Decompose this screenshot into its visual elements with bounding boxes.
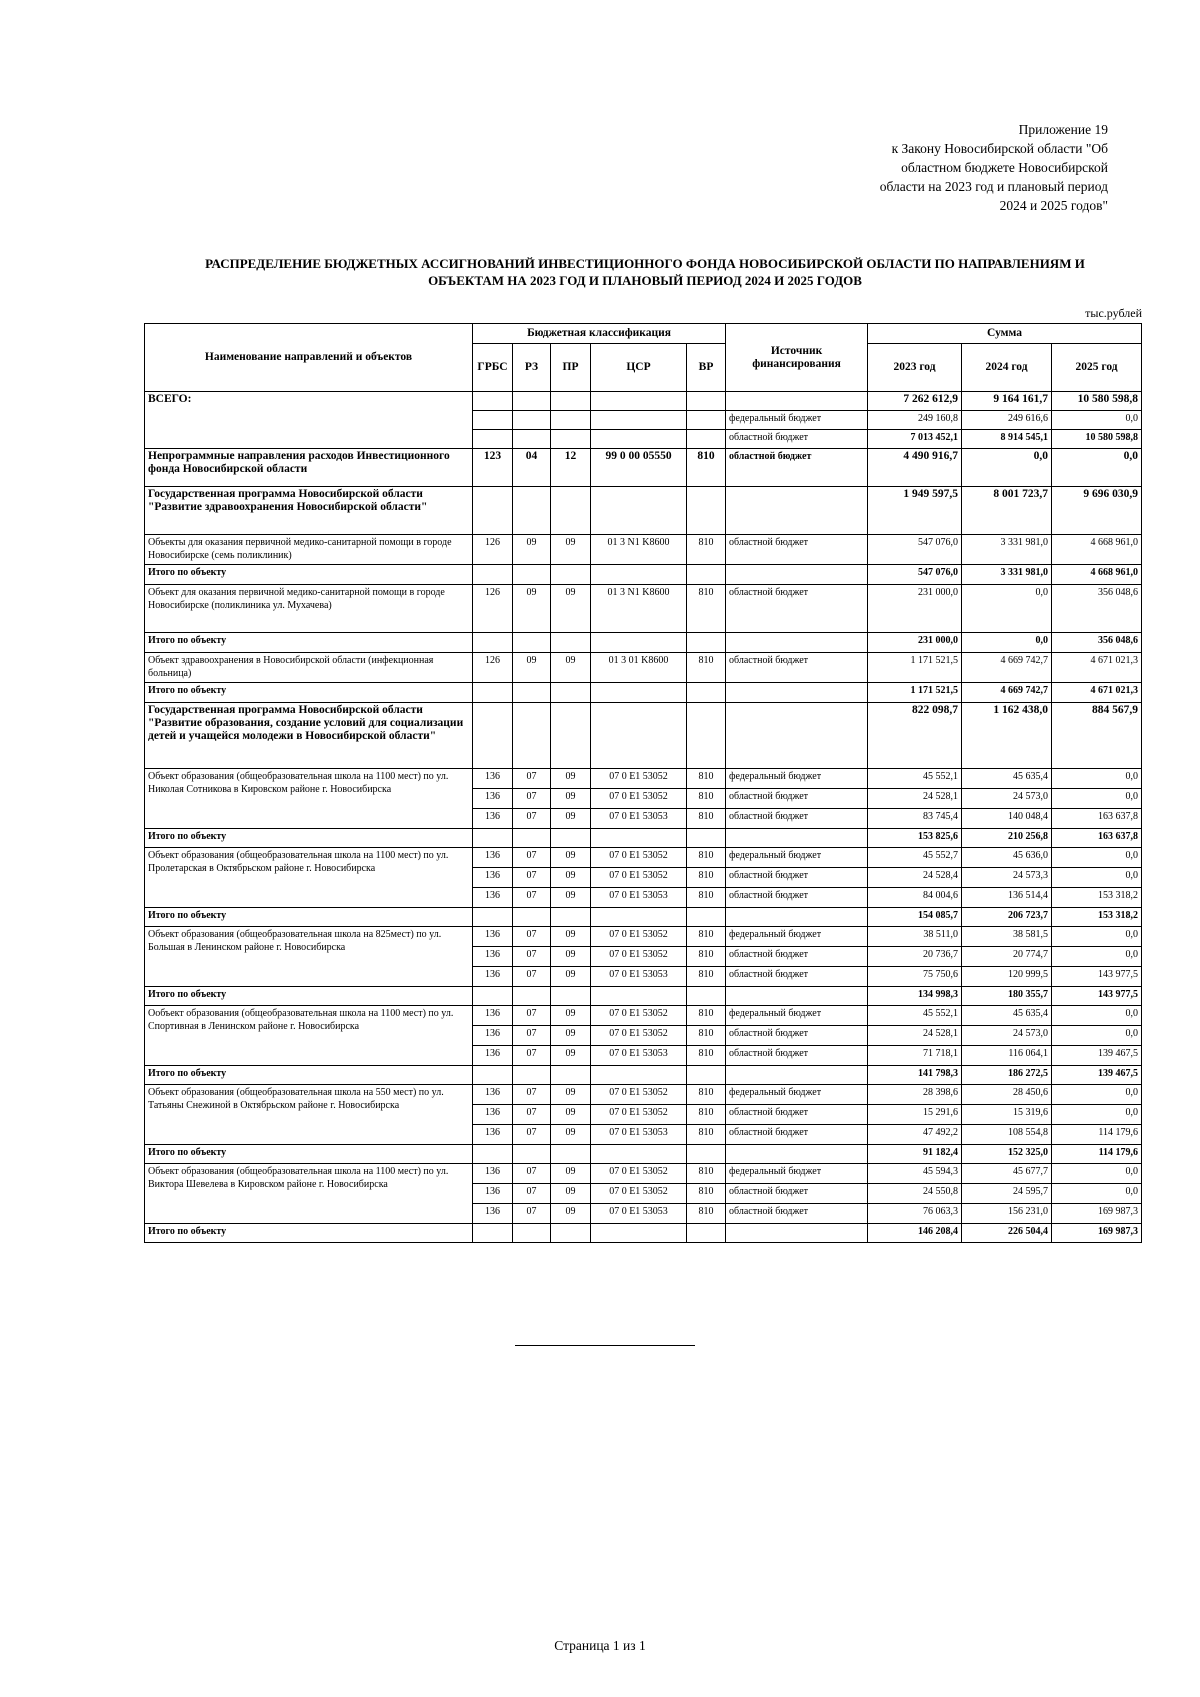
amount-cell: 71 718,1 (868, 1046, 962, 1066)
code-cell: 09 (551, 1204, 591, 1224)
page-number: Страница 1 из 1 (554, 1638, 646, 1653)
source-cell: областной бюджет (726, 1046, 868, 1066)
amount-cell: 0,0 (1052, 848, 1142, 868)
code-cell: 09 (551, 848, 591, 868)
code-cell: 07 0 E1 53052 (591, 1085, 687, 1105)
table-row (145, 927, 1142, 947)
amount-cell: 75 750,6 (868, 967, 962, 987)
units-label: тыс.рублей (1085, 306, 1142, 320)
table-row (145, 987, 1142, 1006)
code-cell: 136 (473, 947, 513, 967)
header-2025: 2025 год (1052, 344, 1142, 392)
amount-cell: 45 677,7 (962, 1164, 1052, 1184)
empty-cell (473, 1145, 513, 1164)
code-cell: 07 0 E1 53052 (591, 1164, 687, 1184)
code-cell: 07 0 E1 53052 (591, 769, 687, 789)
empty-cell (687, 908, 726, 927)
amount-cell: 134 998,3 (868, 987, 962, 1006)
amount-cell: 140 048,4 (962, 809, 1052, 829)
amount-cell: 47 492,2 (868, 1125, 962, 1145)
code-cell: 07 0 E1 53052 (591, 1026, 687, 1046)
code-cell: 136 (473, 1164, 513, 1184)
table-row: ВСЕГО: 7 262 612,9 9 164 161,7 10 580 598,8 (145, 392, 1142, 411)
appendix-line: к Закону Новосибирской области "Об (891, 141, 1108, 156)
table-row: Итого по объекту 1 171 521,5 4 669 742,7 4 671 021,3 (145, 683, 1142, 703)
amount-cell: 153 318,2 (1052, 908, 1142, 927)
amount-cell: 38 581,5 (962, 927, 1052, 947)
code-cell: 07 (513, 1006, 551, 1026)
empty-cell (551, 1066, 591, 1085)
empty-cell (687, 1224, 726, 1243)
allocation-table (144, 323, 1142, 1243)
code-cell: 810 (687, 848, 726, 868)
code-cell: 810 (687, 947, 726, 967)
code-cell: 136 (473, 1184, 513, 1204)
object-total-label: Итого по объекту (145, 1145, 473, 1164)
code-cell: 07 (513, 1204, 551, 1224)
code-cell: 810 (687, 1184, 726, 1204)
table-row (145, 908, 1142, 927)
amount-cell: 169 987,3 (1052, 1204, 1142, 1224)
amount-cell: 24 528,4 (868, 868, 962, 888)
source-cell: федеральный бюджет (726, 1085, 868, 1105)
amount-cell: 45 552,7 (868, 848, 962, 868)
amount-cell: 116 064,1 (962, 1046, 1052, 1066)
code-cell: 09 (551, 1125, 591, 1145)
amount-cell: 24 528,1 (868, 1026, 962, 1046)
code-cell: 09 (551, 947, 591, 967)
source-cell: областной бюджет (726, 1125, 868, 1145)
table-row: областной бюджет 7 013 452,1 8 914 545,1 10 580 598,8 (145, 430, 1142, 449)
object-name: Объект образования (общеобразовательная школа на 1100 мест) по ул. Виктора Шевелева в Кировском районе г. Новосибирска (145, 1164, 473, 1224)
code-cell: 07 (513, 1105, 551, 1125)
source-cell: областной бюджет (726, 1184, 868, 1204)
code-cell: 136 (473, 967, 513, 987)
amount-cell: 0,0 (1052, 868, 1142, 888)
document-title-line: ОБЪЕКТАМ НА 2023 ГОД И ПЛАНОВЫЙ ПЕРИОД 2024 И 2025 ГОДОВ (428, 273, 862, 288)
code-cell: 07 0 E1 53052 (591, 927, 687, 947)
amount-cell: 180 355,7 (962, 987, 1052, 1006)
header-name: Наименование направлений и объектов (145, 324, 473, 392)
code-cell: 09 (551, 1046, 591, 1066)
amount-cell: 45 594,3 (868, 1164, 962, 1184)
object-total-label: Итого по объекту (145, 829, 473, 848)
amount-cell: 136 514,4 (962, 888, 1052, 908)
empty-cell (551, 1145, 591, 1164)
code-cell: 810 (687, 1125, 726, 1145)
amount-cell: 0,0 (1052, 789, 1142, 809)
table-row (145, 1224, 1142, 1243)
amount-cell: 45 552,1 (868, 769, 962, 789)
empty-cell (513, 1066, 551, 1085)
code-cell: 07 0 E1 53053 (591, 888, 687, 908)
source-cell: областной бюджет (726, 809, 868, 829)
code-cell: 810 (687, 1085, 726, 1105)
amount-cell: 146 208,4 (868, 1224, 962, 1243)
amount-cell: 0,0 (1052, 927, 1142, 947)
table-row (145, 1006, 1142, 1026)
amount-cell: 114 179,6 (1052, 1125, 1142, 1145)
amount-cell: 153 825,6 (868, 829, 962, 848)
code-cell: 07 (513, 1125, 551, 1145)
header-classification: Бюджетная классификация (473, 324, 726, 344)
amount-cell: 0,0 (1052, 1164, 1142, 1184)
amount-cell: 0,0 (1052, 1026, 1142, 1046)
empty-cell (591, 829, 687, 848)
empty-cell (473, 829, 513, 848)
amount-cell: 120 999,5 (962, 967, 1052, 987)
code-cell: 810 (687, 809, 726, 829)
amount-cell: 20 774,7 (962, 947, 1052, 967)
code-cell: 09 (551, 1184, 591, 1204)
code-cell: 07 0 E1 53052 (591, 848, 687, 868)
code-cell: 07 (513, 769, 551, 789)
amount-cell: 15 291,6 (868, 1105, 962, 1125)
amount-cell: 20 736,7 (868, 947, 962, 967)
code-cell: 136 (473, 927, 513, 947)
code-cell: 07 0 E1 53053 (591, 1125, 687, 1145)
amount-cell: 139 467,5 (1052, 1046, 1142, 1066)
amount-cell: 139 467,5 (1052, 1066, 1142, 1085)
source-cell: областной бюджет (726, 967, 868, 987)
header-rz: РЗ (513, 344, 551, 392)
empty-cell (591, 908, 687, 927)
table-row (145, 1145, 1142, 1164)
amount-cell: 0,0 (1052, 1105, 1142, 1125)
source-cell: федеральный бюджет (726, 769, 868, 789)
code-cell: 136 (473, 789, 513, 809)
empty-cell (513, 1224, 551, 1243)
amount-cell: 76 063,3 (868, 1204, 962, 1224)
header-grbs: ГРБС (473, 344, 513, 392)
empty-cell (513, 908, 551, 927)
document-title (150, 255, 1140, 289)
code-cell: 810 (687, 1105, 726, 1125)
amount-cell: 143 977,5 (1052, 987, 1142, 1006)
amount-cell: 45 635,4 (962, 1006, 1052, 1026)
code-cell: 810 (687, 1204, 726, 1224)
code-cell: 136 (473, 1105, 513, 1125)
code-cell: 07 0 E1 53052 (591, 868, 687, 888)
source-cell: областной бюджет (726, 1105, 868, 1125)
amount-cell: 206 723,7 (962, 908, 1052, 927)
table-row: Непрограммные направления расходов Инвестиционного фонда Новосибирской области 123 04 12 99 0 00 05550 810 областной бюджет 4 490 916,7 0,0 0,0 (145, 449, 1142, 487)
source-cell: областной бюджет (726, 1204, 868, 1224)
empty-cell (687, 829, 726, 848)
table-row: Объекты для оказания первичной медико-санитарной помощи в городе Новосибирске (семь поликлиник) 126 09 09 01 3 N1 K8600 810 областной бюджет 547 076,0 3 331 981,0 4 668 961,0 (145, 535, 1142, 565)
amount-cell: 24 595,7 (962, 1184, 1052, 1204)
code-cell: 136 (473, 809, 513, 829)
code-cell: 136 (473, 1204, 513, 1224)
source-cell: областной бюджет (726, 888, 868, 908)
amount-cell: 24 573,3 (962, 868, 1052, 888)
empty-cell (591, 987, 687, 1006)
code-cell: 09 (551, 868, 591, 888)
code-cell: 09 (551, 1026, 591, 1046)
object-total-label: Итого по объекту (145, 1066, 473, 1085)
table-row (145, 769, 1142, 789)
empty-cell (591, 1145, 687, 1164)
amount-cell: 45 636,0 (962, 848, 1052, 868)
amount-cell: 163 637,8 (1052, 829, 1142, 848)
code-cell: 810 (687, 1026, 726, 1046)
table-row (145, 1085, 1142, 1105)
code-cell: 136 (473, 848, 513, 868)
code-cell: 810 (687, 967, 726, 987)
amount-cell: 45 635,4 (962, 769, 1052, 789)
table-row (145, 829, 1142, 848)
object-total-label: Итого по объекту (145, 908, 473, 927)
appendix-line: областном бюджете Новосибирской (901, 160, 1108, 175)
code-cell: 136 (473, 868, 513, 888)
empty-cell (551, 987, 591, 1006)
amount-cell: 24 573,0 (962, 1026, 1052, 1046)
source-cell: федеральный бюджет (726, 1006, 868, 1026)
amount-cell: 45 552,1 (868, 1006, 962, 1026)
header-2024: 2024 год (962, 344, 1052, 392)
empty-cell (551, 908, 591, 927)
code-cell: 09 (551, 1006, 591, 1026)
code-cell: 07 0 E1 53053 (591, 809, 687, 829)
table-row: Итого по объекту 231 000,0 0,0 356 048,6 (145, 633, 1142, 653)
code-cell: 810 (687, 1164, 726, 1184)
code-cell: 810 (687, 789, 726, 809)
empty-cell (726, 1224, 868, 1243)
table-row: Государственная программа Новосибирской области "Развитие образования, создание условий для социализации детей и учащейся молодежи в Новосибирской области" 822 098,7 1 162 438,0 884 567,9 (145, 703, 1142, 769)
code-cell: 810 (687, 888, 726, 908)
code-cell: 07 (513, 1046, 551, 1066)
source-cell: областной бюджет (726, 789, 868, 809)
code-cell: 07 0 E1 53052 (591, 789, 687, 809)
empty-cell (591, 1066, 687, 1085)
empty-cell (687, 987, 726, 1006)
document-title-line: РАСПРЕДЕЛЕНИЕ БЮДЖЕТНЫХ АССИГНОВАНИЙ ИНВЕСТИЦИОННОГО ФОНДА НОВОСИБИРСКОЙ ОБЛАСТИ ПО НАПРАВЛЕНИЯМ И (205, 256, 1085, 271)
table-row (145, 848, 1142, 868)
amount-cell: 141 798,3 (868, 1066, 962, 1085)
table-row: Итого по объекту 547 076,0 3 331 981,0 4 668 961,0 (145, 565, 1142, 585)
code-cell: 09 (551, 1105, 591, 1125)
code-cell: 09 (551, 769, 591, 789)
empty-cell (687, 1066, 726, 1085)
source-cell: областной бюджет (726, 868, 868, 888)
amount-cell: 186 272,5 (962, 1066, 1052, 1085)
code-cell: 07 0 E1 53052 (591, 1105, 687, 1125)
amount-cell: 163 637,8 (1052, 809, 1142, 829)
empty-cell (513, 829, 551, 848)
table-row (145, 1164, 1142, 1184)
code-cell: 07 (513, 927, 551, 947)
code-cell: 810 (687, 769, 726, 789)
source-cell: федеральный бюджет (726, 848, 868, 868)
empty-cell (687, 1145, 726, 1164)
amount-cell: 0,0 (1052, 1006, 1142, 1026)
empty-cell (726, 829, 868, 848)
code-cell: 07 (513, 789, 551, 809)
code-cell: 136 (473, 1085, 513, 1105)
footer-divider (515, 1345, 695, 1346)
amount-cell: 91 182,4 (868, 1145, 962, 1164)
code-cell: 07 (513, 1164, 551, 1184)
amount-cell: 28 398,6 (868, 1085, 962, 1105)
code-cell: 07 0 E1 53053 (591, 1046, 687, 1066)
code-cell: 07 (513, 848, 551, 868)
amount-cell: 156 231,0 (962, 1204, 1052, 1224)
code-cell: 09 (551, 1164, 591, 1184)
code-cell: 09 (551, 789, 591, 809)
amount-cell: 169 987,3 (1052, 1224, 1142, 1243)
empty-cell (726, 1145, 868, 1164)
education-objects (145, 769, 1142, 1243)
code-cell: 136 (473, 769, 513, 789)
table-row: Объект здравоохранения в Новосибирской области (инфекционная больница) 126 09 09 01 3 01 K8600 810 областной бюджет 1 171 521,5 4 669 742,7 4 671 021,3 (145, 653, 1142, 683)
appendix-header (828, 120, 1108, 215)
code-cell: 09 (551, 1085, 591, 1105)
code-cell: 136 (473, 1125, 513, 1145)
table-row: Государственная программа Новосибирской области "Развитие здравоохранения Новосибирской области" 1 949 597,5 8 001 723,7 9 696 030,9 (145, 487, 1142, 535)
code-cell: 09 (551, 888, 591, 908)
object-name: Объект образования (общеобразовательная школа на 1100 мест) по ул. Николая Сотникова в Кировском районе г. Новосибирска (145, 769, 473, 829)
object-name: Объект образования (общеобразовательная школа на 550 мест) по ул. Татьяны Снежиной в Октябрьском районе г. Новосибирска (145, 1085, 473, 1145)
amount-cell: 24 528,1 (868, 789, 962, 809)
code-cell: 07 (513, 888, 551, 908)
amount-cell: 24 550,8 (868, 1184, 962, 1204)
amount-cell: 15 319,6 (962, 1105, 1052, 1125)
source-cell: областной бюджет (726, 1026, 868, 1046)
code-cell: 09 (551, 809, 591, 829)
table-row (145, 1066, 1142, 1085)
header-csr: ЦСР (591, 344, 687, 392)
code-cell: 07 0 E1 53052 (591, 1006, 687, 1026)
empty-cell (513, 987, 551, 1006)
empty-cell (473, 1066, 513, 1085)
empty-cell (591, 1224, 687, 1243)
object-name: Ообъект образования (общеобразовательная школа на 1100 мест) по ул. Спортивная в Ленинском районе г. Новосибирска (145, 1006, 473, 1066)
amount-cell: 153 318,2 (1052, 888, 1142, 908)
object-name: Объект образования (общеобразовательная школа на 1100 мест) по ул. Пролетарская в Октябрьском районе г. Новосибирска (145, 848, 473, 908)
empty-cell (726, 1066, 868, 1085)
appendix-line: Приложение 19 (1018, 122, 1108, 137)
amount-cell: 24 573,0 (962, 789, 1052, 809)
object-name: Объект образования (общеобразовательная школа на 825мест) по ул. Большая в Ленинском районе г. Новосибирска (145, 927, 473, 987)
amount-cell: 143 977,5 (1052, 967, 1142, 987)
code-cell: 07 (513, 809, 551, 829)
amount-cell: 210 256,8 (962, 829, 1052, 848)
appendix-line: 2024 и 2025 годов" (999, 198, 1108, 213)
code-cell: 136 (473, 1046, 513, 1066)
source-cell: областной бюджет (726, 947, 868, 967)
amount-cell: 0,0 (1052, 769, 1142, 789)
code-cell: 136 (473, 1026, 513, 1046)
code-cell: 07 0 E1 53052 (591, 1184, 687, 1204)
code-cell: 07 (513, 1085, 551, 1105)
amount-cell: 154 085,7 (868, 908, 962, 927)
appendix-line: области на 2023 год и плановый период (879, 179, 1108, 194)
source-cell: федеральный бюджет (726, 1164, 868, 1184)
code-cell: 07 0 E1 53052 (591, 947, 687, 967)
amount-cell: 83 745,4 (868, 809, 962, 829)
empty-cell (551, 1224, 591, 1243)
code-cell: 136 (473, 888, 513, 908)
code-cell: 07 (513, 1026, 551, 1046)
code-cell: 07 (513, 947, 551, 967)
code-cell: 810 (687, 868, 726, 888)
empty-cell (726, 908, 868, 927)
table-row: федеральный бюджет 249 160,8 249 616,6 0,0 (145, 411, 1142, 430)
header-2023: 2023 год (868, 344, 962, 392)
code-cell: 09 (551, 967, 591, 987)
object-total-label: Итого по объекту (145, 987, 473, 1006)
empty-cell (726, 987, 868, 1006)
source-cell: федеральный бюджет (726, 927, 868, 947)
empty-cell (473, 987, 513, 1006)
empty-cell (473, 1224, 513, 1243)
code-cell: 09 (551, 927, 591, 947)
header-source: Источник финансирования (726, 324, 868, 392)
code-cell: 07 (513, 967, 551, 987)
empty-cell (473, 908, 513, 927)
header-vr: ВР (687, 344, 726, 392)
amount-cell: 0,0 (1052, 1085, 1142, 1105)
total-label: ВСЕГО: (145, 392, 473, 449)
amount-cell: 152 325,0 (962, 1145, 1052, 1164)
code-cell: 810 (687, 1006, 726, 1026)
amount-cell: 38 511,0 (868, 927, 962, 947)
code-cell: 07 0 E1 53053 (591, 967, 687, 987)
code-cell: 810 (687, 927, 726, 947)
object-total-label: Итого по объекту (145, 1224, 473, 1243)
amount-cell: 0,0 (1052, 1184, 1142, 1204)
code-cell: 810 (687, 1046, 726, 1066)
code-cell: 07 (513, 1184, 551, 1204)
header-sum: Сумма (868, 324, 1142, 344)
amount-cell: 0,0 (1052, 947, 1142, 967)
code-cell: 07 0 E1 53053 (591, 1204, 687, 1224)
code-cell: 07 (513, 868, 551, 888)
amount-cell: 226 504,4 (962, 1224, 1052, 1243)
amount-cell: 84 004,6 (868, 888, 962, 908)
code-cell: 136 (473, 1006, 513, 1026)
table-row: Объект для оказания первичной медико-санитарной помощи в городе Новосибирске (поликлиника ул. Мухачева) 126 09 09 01 3 N1 K8600 810 областной бюджет 231 000,0 0,0 356 048,6 (145, 585, 1142, 633)
amount-cell: 108 554,8 (962, 1125, 1052, 1145)
amount-cell: 28 450,6 (962, 1085, 1052, 1105)
header-pr: ПР (551, 344, 591, 392)
amount-cell: 114 179,6 (1052, 1145, 1142, 1164)
empty-cell (551, 829, 591, 848)
empty-cell (513, 1145, 551, 1164)
